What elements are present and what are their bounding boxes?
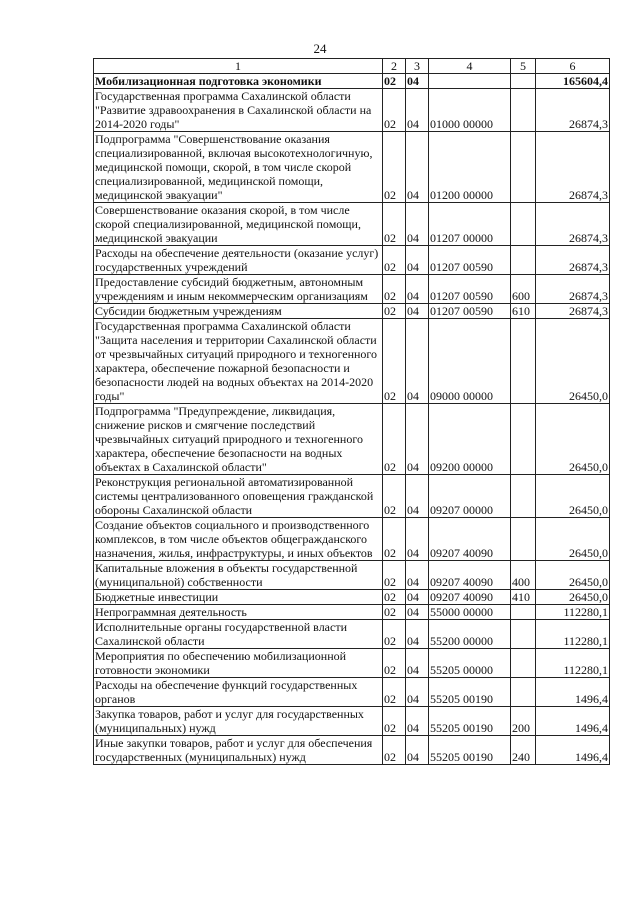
header-cell-3: 3: [406, 59, 429, 74]
table-row: [94, 707, 610, 736]
row-amount: 26874,3: [536, 132, 610, 203]
row-name: Мобилизационная подготовка экономики: [94, 74, 383, 89]
row-expense-type: [511, 620, 536, 649]
row-target-article: [429, 74, 511, 89]
row-amount: 26874,3: [536, 246, 610, 275]
row-name: Бюджетные инвестиции: [94, 590, 383, 605]
header-cell-1: 1: [94, 59, 383, 74]
row-section: 02: [383, 707, 406, 736]
row-subsection: 04: [406, 203, 429, 246]
row-amount: 26450,0: [536, 518, 610, 561]
row-amount: 26450,0: [536, 590, 610, 605]
row-subsection: 04: [406, 475, 429, 518]
row-section: 02: [383, 275, 406, 304]
row-section: 02: [383, 561, 406, 590]
row-expense-type: [511, 649, 536, 678]
row-target-article: 09207 40090: [429, 561, 511, 590]
row-amount: 1496,4: [536, 678, 610, 707]
row-target-article: 55205 00190: [429, 678, 511, 707]
row-section: 02: [383, 319, 406, 404]
row-target-article: 09207 00000: [429, 475, 511, 518]
row-subsection: 04: [406, 620, 429, 649]
row-section: 02: [383, 518, 406, 561]
row-expense-type: 240: [511, 736, 536, 765]
row-amount: 26450,0: [536, 404, 610, 475]
row-expense-type: [511, 404, 536, 475]
row-amount: 26450,0: [536, 475, 610, 518]
row-expense-type: 200: [511, 707, 536, 736]
row-subsection: 04: [406, 561, 429, 590]
row-expense-type: 410: [511, 590, 536, 605]
table-row: [94, 275, 610, 304]
header-cell-6: 6: [536, 59, 610, 74]
row-amount: 112280,1: [536, 605, 610, 620]
row-section: 02: [383, 404, 406, 475]
row-subsection: 04: [406, 404, 429, 475]
row-subsection: 04: [406, 736, 429, 765]
row-subsection: 04: [406, 518, 429, 561]
row-subsection: 04: [406, 590, 429, 605]
row-expense-type: [511, 203, 536, 246]
row-expense-type: 400: [511, 561, 536, 590]
row-amount: 112280,1: [536, 649, 610, 678]
row-section: 02: [383, 620, 406, 649]
table-row: [94, 620, 610, 649]
row-name: Подпрограмма "Предупреждение, ликвидация, снижение рисков и смягчение последствий чрезвычайных ситуаций природного и техногенного характера, обеспечение безопасности на водных объектах в Сахалинской области": [94, 404, 383, 475]
table-row: [94, 304, 610, 319]
row-name: Иные закупки товаров, работ и услуг для обеспечения государственных (муниципальных) нужд: [94, 736, 383, 765]
row-subsection: 04: [406, 678, 429, 707]
row-section: 02: [383, 649, 406, 678]
row-name: Непрограммная деятельность: [94, 605, 383, 620]
row-name: Предоставление субсидий бюджетным, автономным учреждениям и иным некоммерческим организациям: [94, 275, 383, 304]
table-row: [94, 132, 610, 203]
row-name: Государственная программа Сахалинской области "Защита населения и территории Сахалинской области от чрезвычайных ситуаций природного и техногенного характера, обеспечение пожарной безопасности и безопасности людей на водных объектах на 2014-2020 годы": [94, 319, 383, 404]
row-subsection: 04: [406, 605, 429, 620]
row-subsection: 04: [406, 707, 429, 736]
row-name: Совершенствование оказания скорой, в том числе скорой специализированной, медицинской помощи, медицинской эвакуации: [94, 203, 383, 246]
row-amount: 26450,0: [536, 319, 610, 404]
row-expense-type: [511, 678, 536, 707]
row-expense-type: [511, 74, 536, 89]
header-cell-2: 2: [383, 59, 406, 74]
row-section: 02: [383, 475, 406, 518]
row-target-article: 55205 00190: [429, 707, 511, 736]
table-row: [94, 605, 610, 620]
row-subsection: 04: [406, 74, 429, 89]
row-target-article: 01200 00000: [429, 132, 511, 203]
row-section: 02: [383, 590, 406, 605]
row-expense-type: [511, 605, 536, 620]
row-section: 02: [383, 736, 406, 765]
row-amount: 165604,4: [536, 74, 610, 89]
row-target-article: 09200 00000: [429, 404, 511, 475]
row-name: Подпрограмма "Совершенствование оказания специализированной, включая высокотехнологичную, медицинской помощи, скорой, в том числе скорой специализированной, медицинской помощи, медицинской эвакуации": [94, 132, 383, 203]
row-section: 02: [383, 304, 406, 319]
row-target-article: 01207 00000: [429, 203, 511, 246]
row-amount: 1496,4: [536, 707, 610, 736]
row-name: Субсидии бюджетным учреждениям: [94, 304, 383, 319]
row-expense-type: [511, 246, 536, 275]
table-row: [94, 649, 610, 678]
row-target-article: 55200 00000: [429, 620, 511, 649]
table-row: [94, 203, 610, 246]
row-section: 02: [383, 132, 406, 203]
row-expense-type: [511, 132, 536, 203]
row-expense-type: 610: [511, 304, 536, 319]
row-target-article: 09000 00000: [429, 319, 511, 404]
row-subsection: 04: [406, 275, 429, 304]
row-section: 02: [383, 74, 406, 89]
row-subsection: 04: [406, 132, 429, 203]
table-row: [94, 404, 610, 475]
row-name: Расходы на обеспечение функций государственных органов: [94, 678, 383, 707]
row-target-article: 55205 00000: [429, 649, 511, 678]
row-name: Государственная программа Сахалинской области "Развитие здравоохранения в Сахалинской области на 2014-2020 годы": [94, 89, 383, 132]
row-section: 02: [383, 89, 406, 132]
table-row: [94, 736, 610, 765]
table-row: [94, 518, 610, 561]
row-target-article: 01207 00590: [429, 246, 511, 275]
row-amount: 1496,4: [536, 736, 610, 765]
row-name: Расходы на обеспечение деятельности (оказание услуг) государственных учреждений: [94, 246, 383, 275]
row-amount: 26450,0: [536, 561, 610, 590]
row-amount: 26874,3: [536, 203, 610, 246]
row-amount: 26874,3: [536, 89, 610, 132]
table-row: [94, 74, 610, 89]
table-row: [94, 319, 610, 404]
table-row: [94, 246, 610, 275]
row-expense-type: [511, 475, 536, 518]
row-target-article: 09207 40090: [429, 590, 511, 605]
row-subsection: 04: [406, 304, 429, 319]
table-row: [94, 678, 610, 707]
row-target-article: 55205 00190: [429, 736, 511, 765]
row-expense-type: [511, 319, 536, 404]
row-section: 02: [383, 678, 406, 707]
row-section: 02: [383, 605, 406, 620]
table-row: [94, 590, 610, 605]
row-expense-type: 600: [511, 275, 536, 304]
row-name: Капитальные вложения в объекты государственной (муниципальной) собственности: [94, 561, 383, 590]
row-name: Закупка товаров, работ и услуг для государственных (муниципальных) нужд: [94, 707, 383, 736]
row-amount: 26874,3: [536, 304, 610, 319]
row-name: Мероприятия по обеспечению мобилизационной готовности экономики: [94, 649, 383, 678]
row-target-article: 09207 40090: [429, 518, 511, 561]
row-expense-type: [511, 518, 536, 561]
row-name: Исполнительные органы государственной власти Сахалинской области: [94, 620, 383, 649]
row-target-article: 01000 00000: [429, 89, 511, 132]
page-number: 24: [313, 41, 327, 56]
row-subsection: 04: [406, 246, 429, 275]
row-target-article: 01207 00590: [429, 304, 511, 319]
row-section: 02: [383, 203, 406, 246]
table-row: [94, 561, 610, 590]
row-subsection: 04: [406, 649, 429, 678]
row-expense-type: [511, 89, 536, 132]
row-section: 02: [383, 246, 406, 275]
row-subsection: 04: [406, 319, 429, 404]
row-amount: 112280,1: [536, 620, 610, 649]
row-target-article: 01207 00590: [429, 275, 511, 304]
row-target-article: 55000 00000: [429, 605, 511, 620]
header-row: [94, 59, 610, 74]
row-name: Реконструкция региональной автоматизированной системы централизованного оповещения гражданской обороны Сахалинской области: [94, 475, 383, 518]
header-cell-5: 5: [511, 59, 536, 74]
row-name: Создание объектов социального и производственного комплексов, в том числе объектов общегражданского назначения, жилья, инфраструктуры, и иных объектов: [94, 518, 383, 561]
header-cell-4: 4: [429, 59, 511, 74]
row-amount: 26874,3: [536, 275, 610, 304]
budget-table: [93, 58, 610, 765]
row-subsection: 04: [406, 89, 429, 132]
table-row: [94, 89, 610, 132]
table-row: [94, 475, 610, 518]
